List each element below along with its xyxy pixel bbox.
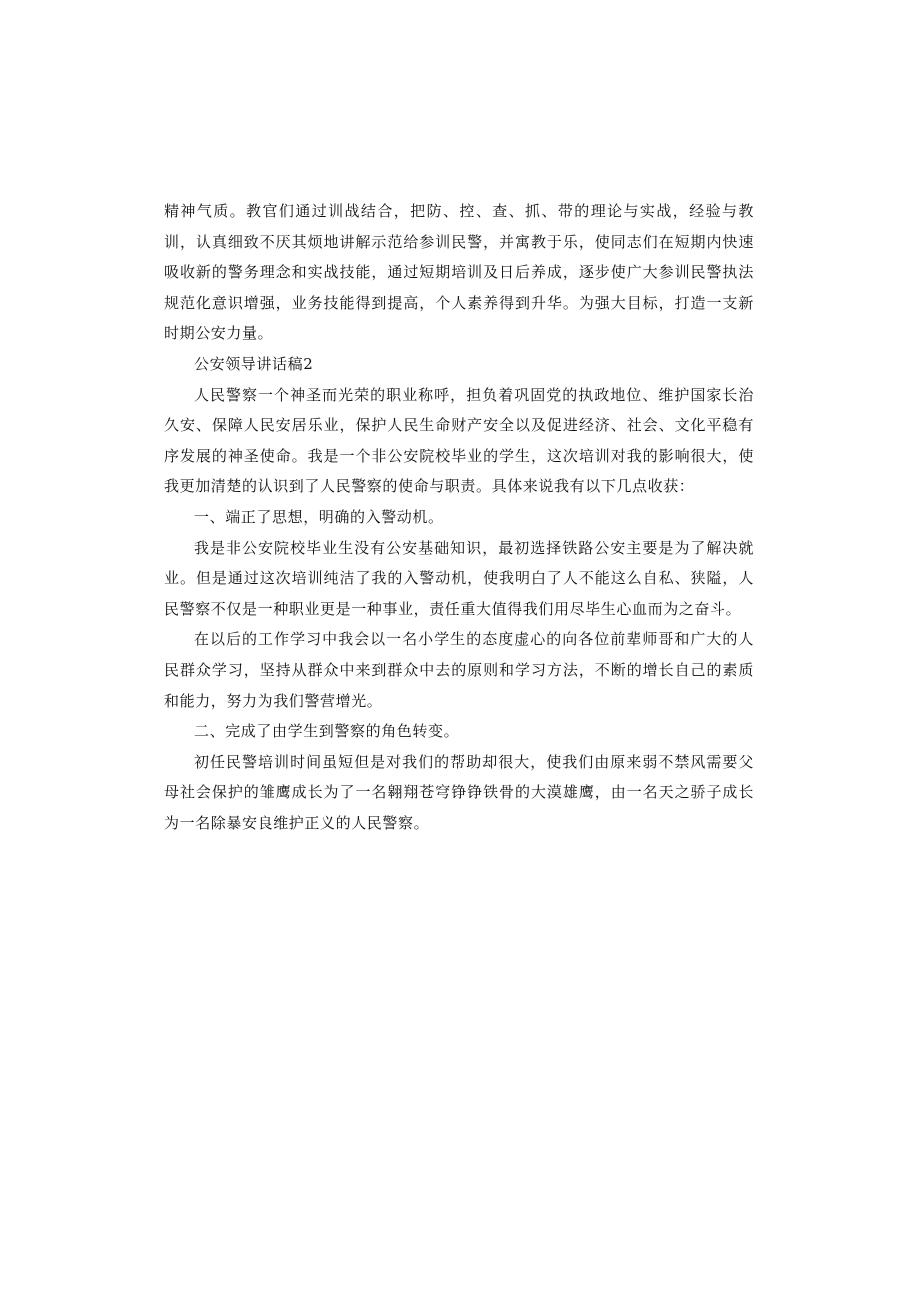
section-title: 公安领导讲话稿2 — [194, 354, 314, 373]
paragraph-point-one-b: 在以后的工作学习中我会以一名小学生的态度虚心的向各位前辈师哥和广大的人民群众学习，坚持从群众中来到群众中去的原则和学习方法，不断的增长自己的素质和能力，努力为我们警营增光。 — [164, 630, 754, 710]
paragraph-point-two: 初任民警培训时间虽短但是对我们的帮助却很大，使我们由原来弱不禁风需要父母社会保护的雏鹰成长为了一名翱翔苍穹铮铮铁骨的大漠雄鹰，由一名天之骄子成长为一名除暴安良维护正义的人民警察。 — [164, 752, 754, 832]
paragraph-point-one-a: 我是非公安院校毕业生没有公安基础知识，最初选择铁路公安主要是为了解决就业。但是通过这次培训纯洁了我的入警动机，使我明白了人不能这么自私、狭隘，人民警察不仅是一种职业更是一种事业，责任重大值得我们用尽毕生心血而为之奋斗。 — [164, 538, 754, 618]
paragraph-continued: 精神气质。教官们通过训战结合，把防、控、查、抓、带的理论与实战，经验与教训，认真细致不厌其烦地讲解示范给参训民警，并寓教于乐，使同志们在短期内快速吸收新的警务理念和实战技能，通过短期培训及日后养成，逐步使广大参训民警执法规范化意识增强，业务技能得到提高，个人素养得到升华。为强大目标，打造一支新时期公安力量。 — [164, 202, 754, 343]
document-body — [164, 196, 754, 838]
point-two-heading: 二、完成了由学生到警察的角色转变。 — [194, 722, 460, 741]
point-one-heading: 一、端正了思想，明确的入警动机。 — [194, 507, 444, 526]
paragraph-intro: 人民警察一个神圣而光荣的职业称呼，担负着巩固党的执政地位、维护国家长治久安、保障人民安居乐业，保护人民生命财产安全以及促进经济、社会、文化平稳有序发展的神圣使命。我是一个非公安院校毕业的学生，这次培训对我的影响很大，使我更加清楚的认识到了人民警察的使命与职责。具体来说我有以下几点收获： — [164, 385, 754, 496]
